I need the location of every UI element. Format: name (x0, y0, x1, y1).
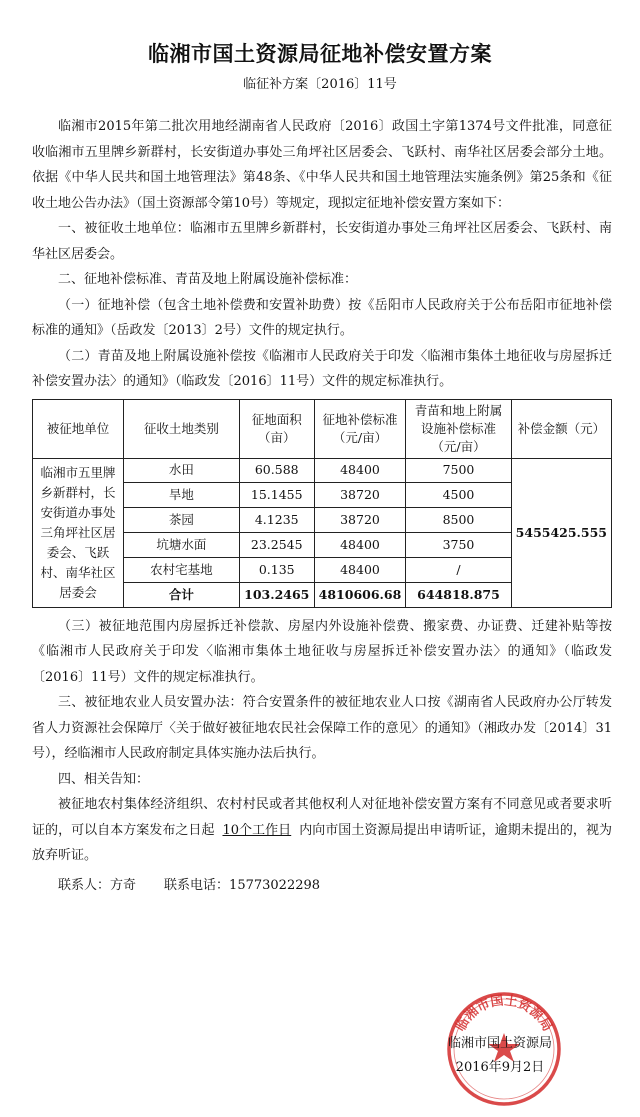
header-area: 征地面积（亩） (239, 399, 314, 458)
section-1: 一、被征收土地单位：临湘市五里牌乡新群村，长安街道办事处三角坪社区居委会、飞跃村、南华社区居委会。 (32, 221, 612, 262)
row-land-std: 38720 (314, 508, 406, 533)
unit-name-cell: 临湘市五里牌乡新群村，长安街道办事处三角坪社区居委会、飞跃村、南华社区居委会 (33, 458, 124, 607)
header-amount: 补偿金额（元） (511, 399, 611, 458)
contact-phone-label: 联系电话： (164, 877, 230, 893)
notice-text-post: 内向市国土资源局提出申请听证，逾期未提出的，视为放弃听证。 (32, 822, 612, 863)
row-crop-std: 8500 (406, 508, 511, 533)
header-unit: 被征地单位 (33, 399, 124, 458)
section-2-heading: 二、征地补偿标准、青苗及地上附属设施补偿标准： (58, 272, 358, 287)
table-header-row (33, 399, 612, 458)
document-title: 临湘市国土资源局征地补偿安置方案 (148, 42, 492, 66)
document-body (32, 114, 612, 898)
row-type: 旱地 (123, 483, 239, 508)
contact-line (32, 873, 612, 899)
total-label: 合计 (123, 582, 239, 607)
section-2-item-1: （一）征地补偿（包含土地补偿费和安置补助费）按《岳阳市人民政府关于公布岳阳市征地补偿标准的通知》（岳政发〔2013〕2号）文件的规定执行。 (32, 297, 612, 338)
section-2-item-2: （二）青苗及地上附属设施补偿按《临湘市人民政府关于印发〈临湘市集体土地征收与房屋拆迁补偿安置办法〉的通知》（临政发〔2016〕11号）文件的规定标准执行。 (32, 348, 612, 389)
signature-date: 2016年9月2日 (455, 1060, 545, 1075)
row-type: 农村宅基地 (123, 557, 239, 582)
svg-text:临湘市国土资源局: 临湘市国土资源局 (453, 993, 555, 1035)
document-number: 临征补方案〔2016〕11号 (243, 77, 397, 92)
contact-person-label: 联系人： (58, 877, 111, 893)
row-area: 23.2545 (239, 532, 314, 557)
row-area: 15.1455 (239, 483, 314, 508)
section-2-item-3: （三）被征地范围内房屋拆迁补偿款、房屋内外设施补偿费、搬家费、办证费、迁建补贴等按《临湘市人民政府关于印发〈临湘市集体土地征收与房屋拆迁补偿安置办法〉的通知》（临政发〔2016〕11号）文件的规定标准执行。 (32, 618, 612, 685)
row-crop-std: 7500 (406, 458, 511, 483)
row-type: 坑塘水面 (123, 532, 239, 557)
row-crop-std: / (406, 557, 511, 582)
row-land-std: 38720 (314, 483, 406, 508)
row-land-std: 48400 (314, 557, 406, 582)
row-area: 0.135 (239, 557, 314, 582)
row-crop-std: 4500 (406, 483, 511, 508)
contact-phone: 15773022298 (229, 877, 321, 893)
total-area: 103.2465 (239, 582, 314, 607)
row-area: 4.1235 (239, 508, 314, 533)
section-3: 三、被征地农业人员安置办法：符合安置条件的被征地农业人口按《湖南省人民政府办公厅转发省人力资源社会保障厅〈关于做好被征地农民社会保障工作的意见〉的通知》（湘政办发〔2014〕31号），经临湘市人民政府制定具体实施办法后执行。 (32, 695, 612, 761)
section-4-heading: 四、相关告知： (58, 771, 150, 787)
header-crop-std: 青苗和地上附属设施补偿标准（元/亩） (406, 399, 511, 458)
notice-text-pre: 被征地农村集体经济组织、农村村民或者其他权利人对征地补偿安置方案有不同意见或者要求听证的，可以自本方案发布之日起 (32, 797, 612, 838)
total-crop-std: 644818.875 (406, 582, 511, 607)
header-land-type: 征收土地类别 (123, 399, 239, 458)
contact-person: 方奇 (110, 877, 137, 893)
row-land-std: 48400 (314, 532, 406, 557)
row-type: 茶园 (123, 508, 239, 533)
row-land-std: 48400 (314, 458, 406, 483)
header-land-std: 征地补偿标准（元/亩） (314, 399, 406, 458)
amount-cell: 5455425.555 (511, 458, 611, 607)
total-land-std: 4810606.68 (314, 582, 406, 607)
intro-paragraph: 临湘市2015年第二批次用地经湖南省人民政府〔2016〕政国土字第1374号文件批准，同意征收临湘市五里牌乡新群村，长安街道办事处三角坪社区居委会、飞跃村、南华社区居委会部分土地。依据《中华人民共和国土地管理法》第48条、《中华人民共和国土地管理法实施条例》第25条和《征收土地公告办法》（国土资源部令第10号）等规定，现拟定征地补偿安置方案如下： (32, 119, 612, 211)
row-crop-std: 3750 (406, 532, 511, 557)
row-type: 水田 (123, 458, 239, 483)
section-4-body (32, 792, 612, 869)
signature-org: 临湘市国土资源局 (447, 1036, 552, 1051)
row-area: 60.588 (239, 458, 314, 483)
table-row (33, 458, 612, 483)
signature-block (420, 1032, 580, 1080)
notice-days: 10个工作日 (222, 822, 292, 838)
compensation-table (32, 399, 612, 608)
